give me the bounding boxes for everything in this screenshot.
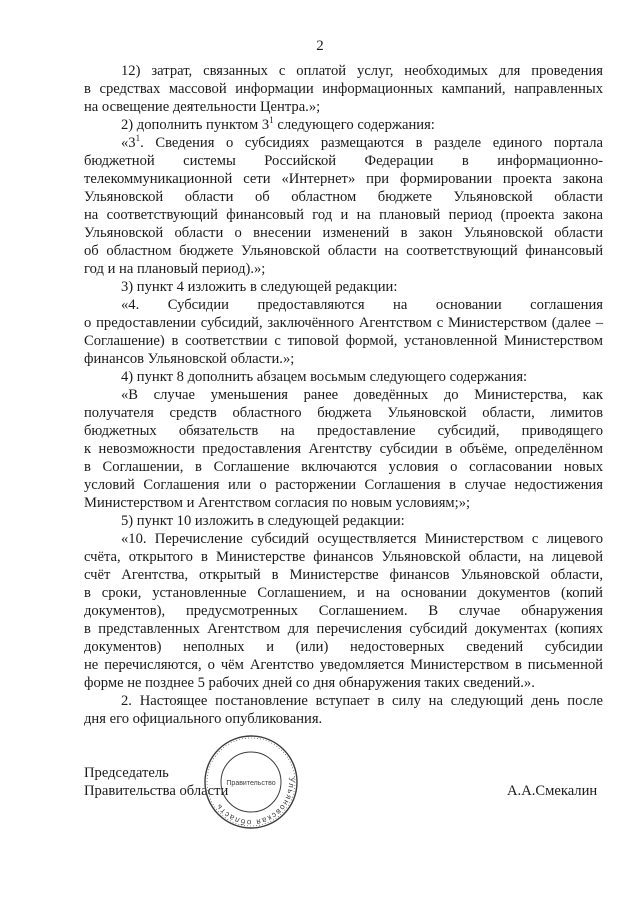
text-line: Соглашение) в соответствии с типовой формой, установленной Министерством bbox=[84, 333, 603, 349]
text-line: «В случае уменьшения ранее доведённых до Министерства, как bbox=[121, 387, 603, 403]
signatory-name: А.А.Смекалин bbox=[507, 783, 598, 799]
official-stamp bbox=[202, 733, 300, 831]
stamp-seal-icon bbox=[202, 733, 300, 831]
text-line: 12) затрат, связанных с оплатой услуг, необходимых для проведения bbox=[121, 63, 603, 79]
text-line: получателя средств областного бюджета Ульяновской области, лимитов bbox=[84, 405, 603, 421]
svg-text:Ульяновская область: Ульяновская область bbox=[213, 776, 297, 828]
signatory-title-line1: Председатель bbox=[84, 765, 169, 781]
text-line: о предоставлении субсидий, заключённого Агентством с Министерством (далее – bbox=[84, 315, 603, 331]
text-line: дня его официального опубликования. bbox=[84, 711, 323, 727]
text-line: в Соглашении, в Соглашение включаются условия о согласовании новых bbox=[84, 459, 603, 475]
text-line: Ульяновской области о внесении изменений в закон Ульяновской области bbox=[84, 225, 603, 241]
text-line: 4) пункт 8 дополнить абзацем восьмым следующего содержания: bbox=[121, 369, 528, 385]
text-line: 3) пункт 4 изложить в следующей редакции: bbox=[121, 279, 398, 295]
text-line: в представленных Агентством для перечисления субсидий документах (копиях bbox=[84, 621, 603, 637]
text-line: счёта, открытого в Министерстве финансов Ульяновской области, на лицевой bbox=[84, 549, 603, 565]
text-line: счёт Агентства, открытый в Министерстве финансов Ульяновской области, bbox=[84, 567, 603, 583]
text-line: документов) неполных и (или) недостоверных сведений субсидии bbox=[84, 639, 603, 655]
text-line: Ульяновской области об областном бюджете Ульяновской области bbox=[84, 189, 603, 205]
text-line: «$3^1$. Сведения о субсидиях размещаются в разделе единого портала bbox=[121, 133, 603, 151]
text-line: Министерством и Агентством согласия по новым условиям;»; bbox=[84, 495, 471, 511]
text-line: в сроки, установленные Соглашением, и на основании документов (копий bbox=[84, 585, 603, 601]
svg-text:Правительство: Правительство bbox=[226, 780, 276, 787]
text-line: в средствах массовой информации информационных кампаний, направленных bbox=[84, 81, 603, 97]
text-line: форме не позднее 5 рабочих дней со дня обнаружения таких сведений.». bbox=[84, 675, 535, 691]
text-line: 2. Настоящее постановление вступает в силу на следующий день после bbox=[121, 693, 603, 709]
text-line: условий Соглашения или о расторжении Соглашения в случае недостижения bbox=[84, 477, 603, 493]
text-line: 5) пункт 10 изложить в следующей редакции: bbox=[121, 513, 405, 529]
text-line: финансов Ульяновской области.»; bbox=[84, 351, 295, 367]
text-line: год и на плановый период).»; bbox=[84, 261, 266, 277]
text-line: бюджетных обязательств на предоставление субсидий, приводящего bbox=[84, 423, 603, 439]
text-line: на освещение деятельности Центра.»; bbox=[84, 99, 321, 115]
text-line: 2) дополнить пунктом $3^1$ следующего содержания: bbox=[121, 115, 435, 133]
signatory-title-line2: Правительства области bbox=[84, 783, 229, 799]
text-line: документов), предусмотренных Соглашением. В случае обнаружения bbox=[84, 603, 603, 619]
page-number: 2 bbox=[316, 38, 324, 54]
text-line: телекоммуникационной сети «Интернет» при формировании проекта закона bbox=[84, 171, 603, 187]
text-line: на соответствующий финансовый год и на плановый период (проекта закона bbox=[84, 207, 603, 223]
text-line: об областном бюджете Ульяновской области на соответствующий финансовый bbox=[84, 243, 603, 259]
text-line: «10. Перечисление субсидий осуществляется Министерством с лицевого bbox=[121, 531, 603, 547]
text-line: «4. Субсидии предоставляются на основании соглашения bbox=[121, 297, 603, 313]
text-line: к невозможности предоставления Агентству субсидии в объёме, определённом bbox=[84, 441, 603, 457]
text-line: бюджетной системы Российской Федерации в информационно- bbox=[84, 153, 603, 169]
text-line: не перечисляются, о чём Агентство уведомляется Министерством в письменной bbox=[84, 657, 603, 673]
